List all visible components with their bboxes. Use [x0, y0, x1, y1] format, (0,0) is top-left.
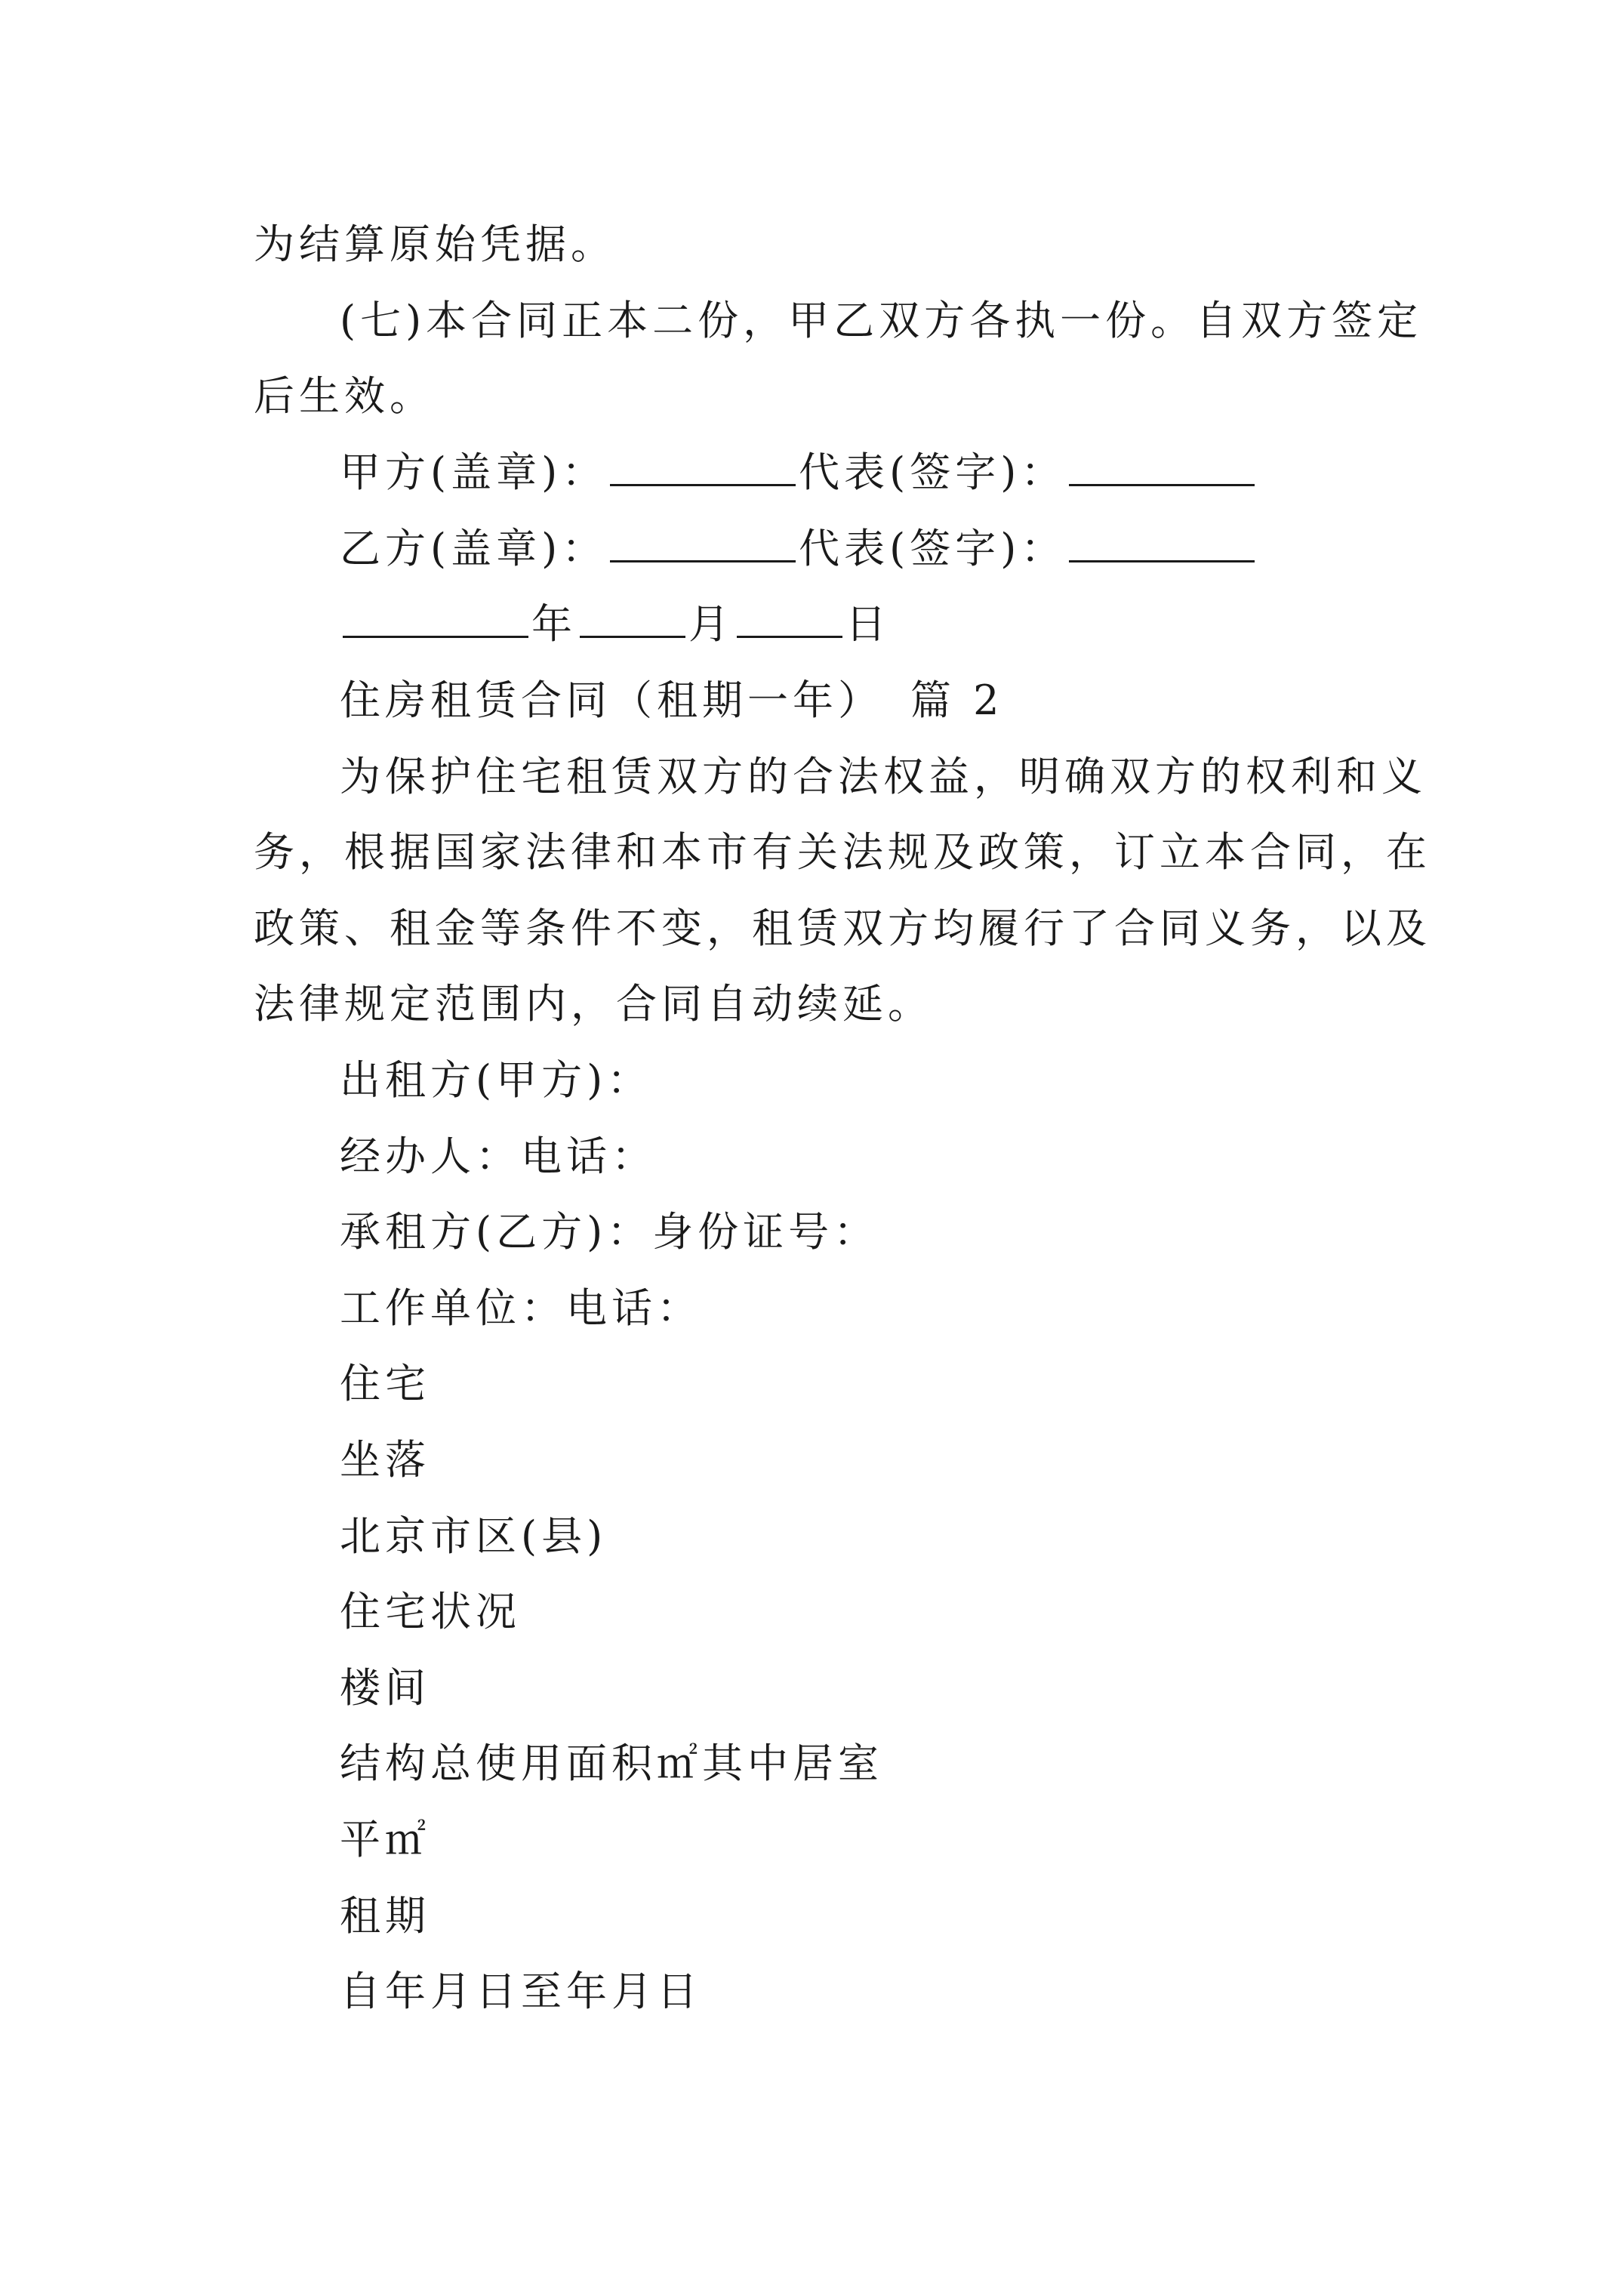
- party-b-stamp-label: 乙方(盖章)：: [340, 525, 608, 572]
- day-blank[interactable]: [737, 606, 842, 638]
- field-location: 坐落: [340, 1436, 430, 1484]
- field-residence-status: 住宅状况: [340, 1588, 521, 1635]
- section-number: 篇 2: [910, 676, 1004, 724]
- field-lessee-id: 承租方(乙方)：身份证号：: [340, 1208, 879, 1256]
- party-a-stamp-blank[interactable]: [610, 454, 796, 486]
- paragraph-line: 政策、租金等条件不变，租赁双方均履行了合同义务，以及: [254, 905, 1431, 952]
- field-area-sqm: 平㎡: [340, 1816, 430, 1863]
- date-row: [340, 600, 891, 649]
- party-b-rep-blank[interactable]: [1069, 530, 1255, 562]
- field-lessor: 出租方(甲方)：: [340, 1056, 653, 1104]
- month-blank[interactable]: [580, 606, 685, 638]
- signature-row-party-a: [340, 448, 1258, 497]
- paragraph-line: 为结算原始凭据。: [254, 220, 616, 268]
- party-b-rep-label: 代表(签字)：: [799, 525, 1067, 572]
- field-district: 北京市区(县): [340, 1512, 608, 1560]
- field-lease-dates: 自年月日至年月日: [340, 1968, 702, 2015]
- party-a-stamp-label: 甲方(盖章)：: [340, 448, 608, 496]
- paragraph-line: (七)本合同正本二份，甲乙双方各执一份。自双方签定: [340, 297, 1423, 344]
- field-residence: 住宅: [340, 1360, 430, 1407]
- field-structure-area: 结构总使用面积㎡其中居室: [340, 1740, 883, 1787]
- paragraph-line: 务，根据国家法律和本市有关法规及政策，订立本合同，在: [254, 828, 1431, 876]
- paragraph-line: 为保护住宅租赁双方的合法权益，明确双方的权利和义: [340, 753, 1427, 800]
- party-a-rep-blank[interactable]: [1069, 454, 1255, 486]
- year-blank[interactable]: [343, 606, 528, 638]
- signature-row-party-b: [340, 525, 1258, 573]
- section-heading: [340, 676, 1004, 725]
- party-a-rep-label: 代表(签字)：: [799, 448, 1067, 496]
- paragraph-line: 后生效。: [254, 372, 435, 420]
- party-b-stamp-blank[interactable]: [610, 530, 796, 562]
- day-label: 日: [845, 600, 891, 648]
- year-label: 年: [531, 600, 577, 648]
- month-label: 月: [688, 600, 734, 648]
- field-agent-phone: 经办人：电话：: [340, 1133, 657, 1180]
- field-lease-term: 租期: [340, 1892, 430, 1940]
- field-building-room: 楼间: [340, 1664, 430, 1712]
- field-employer-phone: 工作单位：电话：: [340, 1284, 702, 1332]
- paragraph-line: 法律规定范围内，合同自动续延。: [254, 980, 933, 1028]
- section-title: 住房租赁合同（租期一年）: [340, 676, 883, 724]
